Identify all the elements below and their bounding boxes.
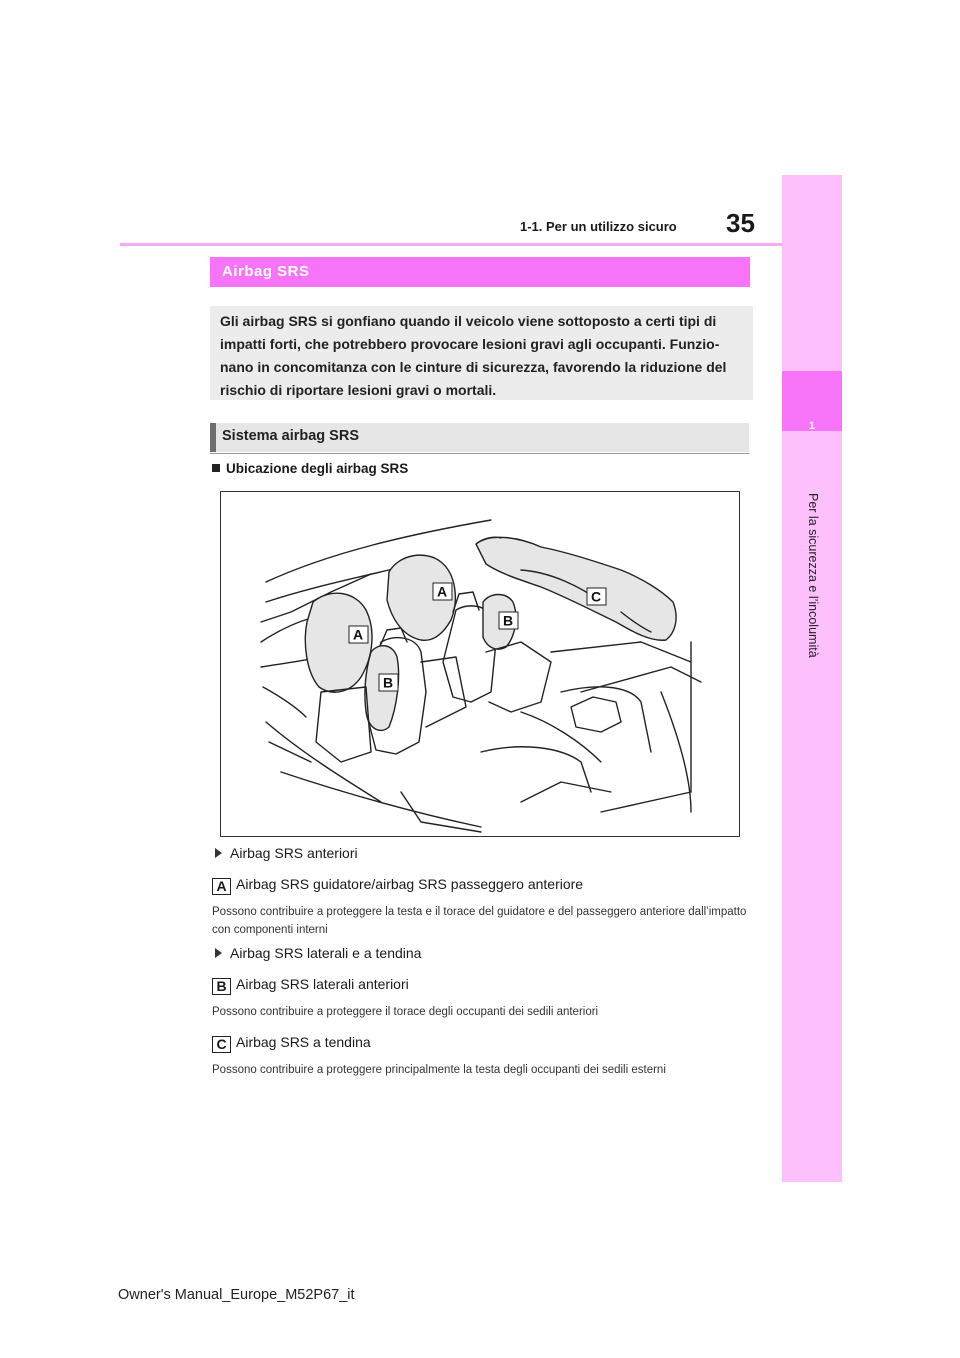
- item-c-description: Possono contribuire a proteggere principalmente la testa degli occupanti dei sedili esterni: [212, 1064, 666, 1076]
- airbag-illustration: [220, 491, 740, 837]
- page-number: 35: [726, 208, 755, 238]
- figure-label-text: B: [503, 612, 514, 629]
- item-b-description: Possono contribuire a proteggere il torace degli occupanti dei sedili anteriori: [212, 1006, 599, 1018]
- page-title: Airbag SRS: [222, 263, 310, 280]
- chapter-label: Per la sicurezza e l’incolumità: [806, 493, 820, 658]
- front-group-label: Airbag SRS anteriori: [230, 845, 358, 861]
- chapter-sidetab: [782, 175, 842, 1182]
- item-a-description: Possono contribuire a proteggere la testa e il torace del guidatore e del passeggero anteriore dall’impatto con componenti interni: [212, 906, 747, 936]
- section-header: 1-1. Per un utilizzo sicuro: [520, 219, 677, 234]
- side-airbag-group: [215, 945, 421, 961]
- key-c-icon: C: [212, 1036, 231, 1053]
- figure-label-c-curtain: [587, 588, 606, 605]
- item-a: [212, 876, 583, 895]
- item-b-label: Airbag SRS laterali anteriori: [236, 976, 409, 992]
- side-group-label: Airbag SRS laterali e a tendina: [230, 945, 422, 961]
- arrow-bullet-icon: [215, 848, 222, 858]
- header-rule: [120, 243, 782, 246]
- front-airbag-group: [215, 845, 358, 861]
- subheading-rule: [210, 453, 749, 454]
- car-interior-drawing: [221, 492, 739, 836]
- figure-label-a-driver: [349, 626, 368, 643]
- subheading: Sistema airbag SRS: [222, 428, 359, 444]
- figure-label-text: A: [437, 583, 448, 600]
- chapter-number: 1: [808, 420, 816, 432]
- item-c: [212, 1034, 371, 1053]
- figure-label-text: B: [383, 674, 394, 691]
- square-bullet-icon: [212, 464, 220, 472]
- figure-label-text: A: [353, 626, 364, 643]
- arrow-bullet-icon: [215, 948, 222, 958]
- item-b: [212, 976, 409, 995]
- key-a-icon: A: [212, 878, 231, 895]
- figure-label-b-driver: [379, 674, 398, 691]
- figure-label-a-passenger: [433, 583, 452, 600]
- item-a-label: Airbag SRS guidatore/airbag SRS passeggero anteriore: [236, 876, 584, 892]
- key-b-icon: B: [212, 978, 231, 995]
- figure-label-b-passenger: [499, 612, 518, 629]
- item-c-label: Airbag SRS a tendina: [236, 1034, 371, 1050]
- footer-document-id: Owner's Manual_Europe_M52P67_it: [118, 1287, 355, 1303]
- location-heading: [212, 461, 408, 476]
- figure-label-text: C: [591, 588, 602, 605]
- intro-text: Gli airbag SRS si gonfiano quando il veicolo viene sottoposto a certi tipi di impatti forti, che potrebbero provocare lesioni gravi agli occupanti. Funzio-nano in concomitanza con le cinture di sicurezza, favorendo la riduzione del rischio di riportare lesioni gravi o mortali.: [220, 313, 727, 398]
- location-heading-text: Ubicazione degli airbag SRS: [226, 461, 409, 476]
